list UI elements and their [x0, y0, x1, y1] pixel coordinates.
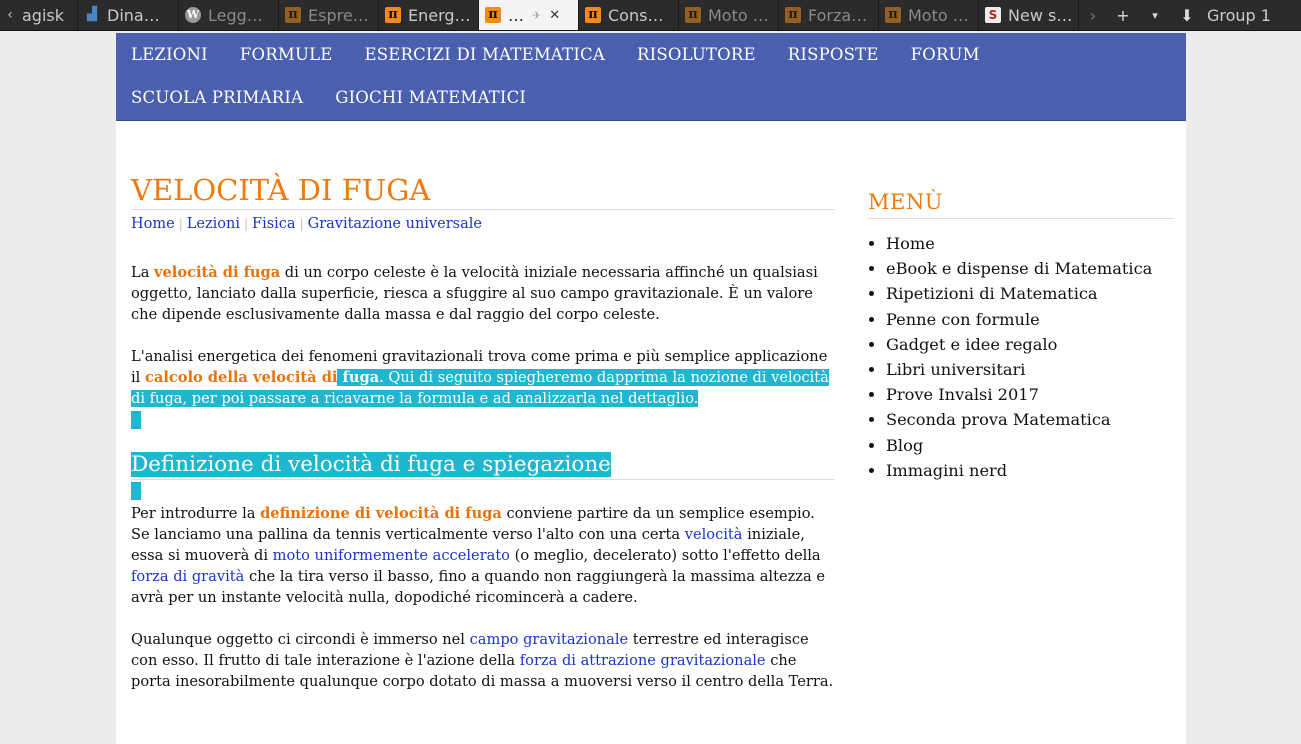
tab-group-label[interactable]: Group 1 [1207, 5, 1271, 25]
link-campo-gravitazionale[interactable]: campo gravitazionale [469, 631, 629, 648]
w-icon: W [186, 8, 200, 21]
tab-4[interactable] [379, 0, 479, 30]
nav-item-lezioni[interactable]: LEZIONI [131, 45, 208, 64]
nav-item-risolutore[interactable]: RISOLUTORE [637, 45, 756, 64]
link-moto-uniformemente-accelerato[interactable]: moto uniformemente accelerato [272, 547, 510, 564]
tab-label: agisk [22, 5, 65, 25]
pi-icon: π [285, 7, 301, 23]
tab-label: … [508, 5, 524, 25]
breadcrumb-lezioni[interactable]: Lezioni [186, 216, 240, 232]
tab-6[interactable] [579, 0, 679, 30]
term-fuga-selected: fuga [337, 369, 380, 386]
nav-item-formule[interactable]: FORMULE [239, 45, 333, 64]
sidebar-title: MENÙ [868, 188, 1174, 219]
s-icon: S [985, 7, 1001, 23]
pi-icon: π [785, 7, 801, 23]
pi-icon: π [685, 7, 701, 23]
tab-0[interactable] [20, 0, 78, 30]
tab-1[interactable] [78, 0, 179, 30]
paragraph-energetica: L'analisi energetica dei fenomeni gravitazionali trova come prima e più semplice applicazione il calcolo della velocità di fuga. Qui di seguito spiegheremo dapprima la nozione di velocità di fuga, per poi passare a ricavarne la formula e ad analizzarla nel dettaglio. [131, 348, 829, 407]
article [131, 171, 835, 692]
term-calcolo: calcolo della velocità di [144, 369, 338, 386]
pi-icon: π [585, 7, 601, 23]
breadcrumb-gravitazione[interactable]: Gravitazione universale [307, 216, 482, 232]
sidebar-item-ripetizioni[interactable]: • Ripetizioni di Matematica [886, 281, 1174, 306]
nav-item-forum[interactable]: FORUM [910, 45, 980, 64]
scroll-tabs-left-icon[interactable]: ‹ [7, 7, 13, 23]
nav-item-giochi[interactable]: GIOCHI MATEMATICI [335, 88, 527, 107]
pin-icon[interactable]: ✈ [532, 8, 542, 22]
tab-3[interactable] [279, 0, 379, 30]
nav-item-risposte[interactable]: RISPOSTE [787, 45, 879, 64]
tab-9[interactable] [879, 0, 979, 30]
tab-label: Moto … [708, 5, 769, 25]
bars-icon: ▟ [87, 7, 97, 22]
tab-label: Dina… [107, 5, 160, 25]
tab-list-icon[interactable]: ▾ [1152, 8, 1158, 22]
close-icon[interactable]: ✕ [549, 7, 561, 23]
sidebar-item-ebook[interactable]: • eBook e dispense di Matematica [886, 256, 1174, 281]
download-icon[interactable]: ⬇ [1180, 5, 1194, 25]
term-definizione: definizione di velocità di fuga [260, 505, 502, 522]
main-nav [116, 33, 1186, 121]
paragraph-definizione: Per introdurre la definizione di velocità di fuga conviene partire da un semplice esempio. Se lanciamo una pallina da tennis verticalmente verso l'alto con una certa velocità iniziale, essa si muoverà di moto uniformemente accelerato (o meglio, decelerato) sotto l'effetto della forza di gravità che la tira verso il basso, fino a quando non raggiungerà la massima altezza e avrà per un instante velocità nulla, dopodiché ricomincerà a cadere. [131, 505, 825, 606]
tab-label: Forza… [808, 5, 868, 25]
paragraph-intro: La velocità di fuga di un corpo celeste è la velocità iniziale necessaria affinché un qualsiasi oggetto, lanciato dalla superficie, riesca a sfuggire al suo campo gravitazionale. È un valore che dipende esclusivamente dalla massa e dal raggio del corpo celeste. [131, 264, 818, 323]
selection-mark [131, 411, 141, 429]
sidebar-item-home[interactable]: • Home [886, 231, 1174, 256]
page [116, 33, 1186, 744]
section-heading: Definizione di velocità di fuga e spiegazione [131, 451, 835, 480]
sidebar-item-penne[interactable]: • Penne con formule [886, 307, 1174, 332]
pi-icon: π [385, 7, 401, 23]
breadcrumb-fisica[interactable]: Fisica [252, 216, 296, 232]
tab-label: Legg… [208, 5, 263, 25]
tab-7[interactable] [679, 0, 779, 30]
breadcrumb-home[interactable]: Home [131, 216, 175, 232]
nav-item-esercizi[interactable]: ESERCIZI DI MATEMATICA [364, 45, 605, 64]
sidebar-item-immagini-nerd[interactable]: • Immagini nerd [886, 458, 1174, 483]
sidebar [868, 188, 1174, 483]
paragraph-campo: Qualunque oggetto ci circondi è immerso nel campo gravitazionale terrestre ed interagisce con esso. Il frutto di tale interazione è l'azione della forza di attrazione gravitazionale che porta inesorabilmente qualunque corpo dotato di massa a muoversi verso il centro della Terra. [131, 631, 834, 690]
tab-label: Energ… [408, 5, 471, 25]
sidebar-item-seconda-prova[interactable]: • Seconda prova Matematica [886, 407, 1174, 432]
new-tab-icon[interactable]: + [1116, 5, 1130, 25]
tab-active[interactable] [479, 0, 579, 30]
tab-10[interactable] [979, 0, 1079, 30]
selection-mark [131, 482, 141, 500]
sidebar-menu [868, 231, 1174, 483]
sidebar-item-invalsi[interactable]: • Prove Invalsi 2017 [886, 382, 1174, 407]
term-velocita-di-fuga: velocità di fuga [154, 264, 281, 281]
sidebar-item-blog[interactable]: • Blog [886, 433, 1174, 458]
link-velocita[interactable]: velocità [684, 526, 743, 543]
sidebar-item-libri[interactable]: • Libri universitari [886, 357, 1174, 382]
pi-icon: π [885, 7, 901, 23]
link-forza-di-gravita[interactable]: forza di gravità [131, 568, 245, 585]
breadcrumb: Home | Lezioni | Fisica | Gravitazione universale [131, 216, 482, 232]
scroll-tabs-right-icon[interactable]: › [1089, 5, 1097, 25]
tab-8[interactable] [779, 0, 879, 30]
link-forza-attrazione[interactable]: forza di attrazione gravitazionale [519, 652, 766, 669]
sidebar-item-gadget[interactable]: • Gadget e idee regalo [886, 332, 1174, 357]
tab-label: Moto … [908, 5, 969, 25]
page-title: VELOCITÀ DI FUGA [131, 171, 835, 210]
tab-2[interactable] [179, 0, 279, 30]
pi-icon: π [485, 7, 501, 23]
tab-label: New s… [1008, 5, 1073, 25]
tab-label: Cons… [608, 5, 664, 25]
tab-bar [0, 0, 1301, 31]
nav-item-scuola-primaria[interactable]: SCUOLA PRIMARIA [131, 88, 304, 107]
tab-label: Espre… [308, 5, 369, 25]
